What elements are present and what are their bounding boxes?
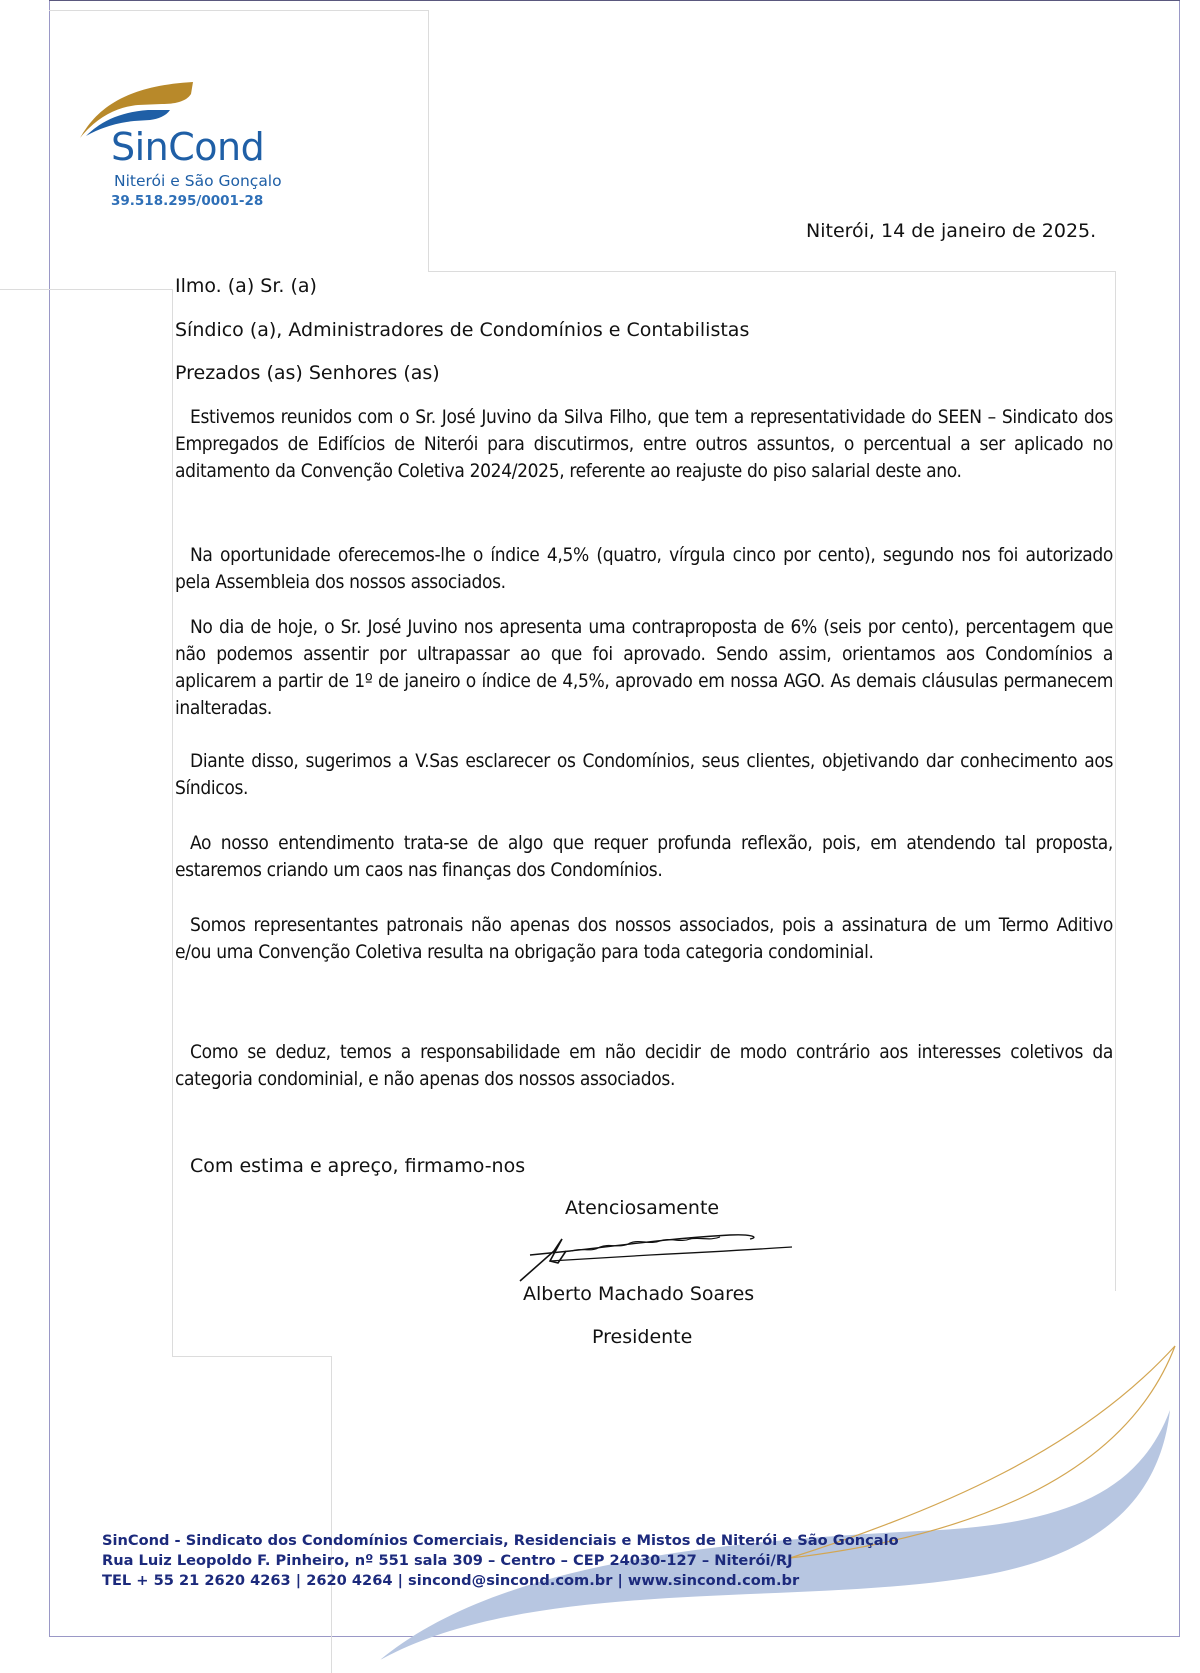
body-paragraph: [175, 912, 1113, 966]
signature-icon: [510, 1225, 800, 1285]
body-paragraph: [175, 542, 1113, 596]
paragraph-text: Ao nosso entendimento trata-se de algo que requer profunda reflexão, pois, em atendendo tal proposta, estaremos criando um caos nas finanças dos Condomínios.: [175, 832, 1113, 881]
letter-date: Niterói, 14 de janeiro de 2025.: [806, 220, 1097, 242]
guide-line: [49, 10, 429, 11]
guide-line: [172, 1356, 332, 1357]
paragraph-text: Diante disso, sugerimos a V.Sas esclarecer os Condomínios, seus clientes, objetivando dar conhecimento aos Síndicos.: [175, 750, 1113, 799]
sincond-logo: [78, 80, 328, 210]
paragraph-text: Como se deduz, temos a responsabilidade em não decidir de modo contrário aos interesses coletivos da categoria condominial, e não apenas dos nossos associados.: [175, 1041, 1113, 1090]
guide-line: [331, 1356, 332, 1673]
logo-subtitle: Niterói e São Gonçalo: [114, 172, 282, 190]
footer-phone-email-web: TEL + 55 21 2620 4263 | 2620 4264 | sincond@sincond.com.br | www.sincond.com.br: [102, 1572, 800, 1589]
guide-line: [428, 10, 429, 272]
salutation-line: Prezados (as) Senhores (as): [175, 362, 440, 384]
paragraph-text: Somos representantes patronais não apenas dos nossos associados, pois a assinatura de um Termo Aditivo e/ou uma Convenção Coletiva resulta na obrigação para toda categoria condominial.: [175, 914, 1113, 963]
guide-line: [0, 289, 172, 290]
decorative-swoosh-icon: [380, 1340, 1180, 1673]
body-paragraph: [175, 830, 1113, 884]
signer-name: Alberto Machado Soares: [523, 1283, 755, 1305]
page-border-top: [49, 0, 1180, 1]
footer-contact: [102, 1531, 899, 1591]
body-paragraph: [175, 1039, 1113, 1093]
logo-wordmark: SinCond: [111, 125, 265, 169]
footer-address: Rua Luiz Leopoldo F. Pinheiro, nº 551 sala 309 – Centro – CEP 24030-127 – Niterói/RJ: [102, 1552, 793, 1569]
closing-line: Com estima e apreço, firmamo-nos: [190, 1155, 526, 1177]
paragraph-text: No dia de hoje, o Sr. José Juvino nos apresenta uma contraproposta de 6% (seis por cento), percentagem que não podemos assentir por ultrapassar ao que foi aprovado. Sendo assim, orientamos aos Condomínios a aplicarem a partir de 1º de janeiro o índice de 4,5%, aprovado em nossa AGO. As demais cláusulas permanecem inalteradas.: [175, 616, 1113, 719]
salutation-line: Ilmo. (a) Sr. (a): [175, 275, 317, 297]
guide-line: [428, 271, 1116, 272]
guide-line: [172, 289, 173, 1356]
logo-cnpj: 39.518.295/0001-28: [111, 193, 264, 209]
signer-role: Presidente: [592, 1326, 693, 1348]
body-paragraph: [175, 614, 1113, 722]
body-paragraph: [175, 748, 1113, 802]
regards-line: Atenciosamente: [565, 1197, 720, 1219]
paragraph-text: Na oportunidade oferecemos-lhe o índice 4,5% (quatro, vírgula cinco por cento), segundo nos foi autorizado pela Assembleia dos nossos associados.: [175, 544, 1113, 593]
salutation-line: Síndico (a), Administradores de Condomínios e Contabilistas: [175, 319, 750, 341]
body-paragraph: [175, 404, 1113, 485]
guide-line: [1115, 271, 1116, 1291]
footer-org-name: SinCond - Sindicato dos Condomínios Comerciais, Residenciais e Mistos de Niterói e São Gonçalo: [102, 1532, 899, 1549]
paragraph-text: Estivemos reunidos com o Sr. José Juvino da Silva Filho, que tem a representatividade do SEEN – Sindicato dos Empregados de Edifícios de Niterói para discutirmos, entre outros assuntos, o percentual a ser aplicado no aditamento da Convenção Coletiva 2024/2025, referente ao reajuste do piso salarial deste ano.: [175, 406, 1113, 482]
